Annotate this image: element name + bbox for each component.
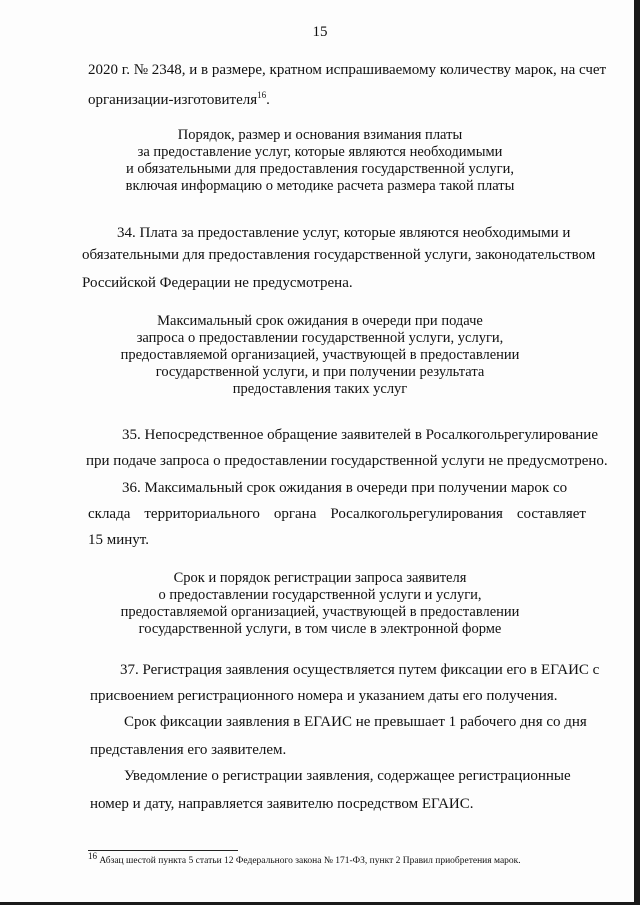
footnote-text: Абзац шестой пункта 5 статьи 12 Федерального закона № 171-ФЗ, пункт 2 Правил приобретения марок.: [97, 856, 521, 866]
p37-line-1: 37. Регистрация заявления осуществляется путем фиксации его в ЕГАИС с: [120, 662, 600, 678]
p36-word-1: склада: [88, 506, 131, 522]
p34-line-2: обязательными для предоставления государственной услуги, законодательством: [82, 247, 596, 263]
footnote-marker: 16: [88, 850, 97, 861]
p37-line-2: присвоением регистрационного номера и указанием даты его получения.: [90, 688, 558, 704]
page-number: 15: [312, 24, 328, 40]
notice-line-2: номер и дату, направляется заявителю посредством ЕГАИС.: [90, 796, 474, 812]
heading2-line-4: государственной услуги, и при получении результата: [155, 364, 485, 380]
heading1-line-4: включая информацию о методике расчета размера такой платы: [125, 178, 515, 194]
footnote-16: [88, 850, 521, 867]
p36-word-5: составляет: [516, 506, 586, 522]
intro-line-1: 2020 г. № 2348, и в размере, кратном испрашиваемому количеству марок, на счет: [88, 62, 607, 78]
footnote-separator: [88, 850, 238, 851]
heading2-line-5: предоставления таких услуг: [232, 381, 408, 397]
heading1-line-2: за предоставление услуг, которые являются необходимыми: [137, 144, 503, 160]
heading1-line-1: Порядок, размер и основания взимания платы: [177, 127, 463, 143]
p34-line-1: 34. Плата за предоставление услуг, которые являются необходимыми и: [117, 225, 571, 241]
heading3-line-3: предоставляемой организацией, участвующей в предоставлении: [120, 604, 520, 620]
intro-line-2-text: организации-изготовителя: [88, 92, 258, 108]
heading3-line-4: государственной услуги, в том числе в электронной форме: [138, 621, 502, 637]
p35-line-1: 35. Непосредственное обращение заявителей в Росалкогольрегулирование: [122, 427, 598, 443]
heading2-line-2: запроса о предоставлении государственной услуги, услуги,: [136, 330, 504, 346]
p36-line-3: 15 минут.: [88, 532, 149, 548]
term-line-1: Срок фиксации заявления в ЕГАИС не превышает 1 рабочего дня со дня: [124, 714, 587, 730]
heading1-line-3: и обязательными для предоставления государственной услуги,: [126, 161, 514, 177]
p36-word-3: органа: [273, 506, 317, 522]
notice-line-1: Уведомление о регистрации заявления, содержащее регистрационные: [124, 768, 571, 784]
heading2-line-1: Максимальный срок ожидания в очереди при подаче: [157, 313, 483, 329]
intro-line-2: [88, 91, 270, 109]
p36-line-1: 36. Максимальный срок ожидания в очереди при получении марок со: [122, 480, 568, 496]
term-line-2: представления его заявителем.: [90, 742, 287, 758]
p36-line-2: [88, 505, 586, 523]
footnote-ref-16: 16: [257, 90, 267, 100]
intro-line-2-end: .: [266, 92, 270, 108]
heading3-line-1: Срок и порядок регистрации запроса заявителя: [173, 570, 467, 586]
heading2-line-3: предоставляемой организацией, участвующей в предоставлении: [120, 347, 520, 363]
p35-line-2: при подаче запроса о предоставлении государственной услуги не предусмотрено.: [86, 453, 608, 469]
heading3-line-2: о предоставлении государственной услуги и услуги,: [158, 587, 482, 603]
p36-word-4: Росалкогольрегулирования: [330, 506, 503, 522]
p34-line-3: Российской Федерации не предусмотрена.: [82, 275, 353, 291]
p36-word-2: территориального: [144, 506, 260, 522]
